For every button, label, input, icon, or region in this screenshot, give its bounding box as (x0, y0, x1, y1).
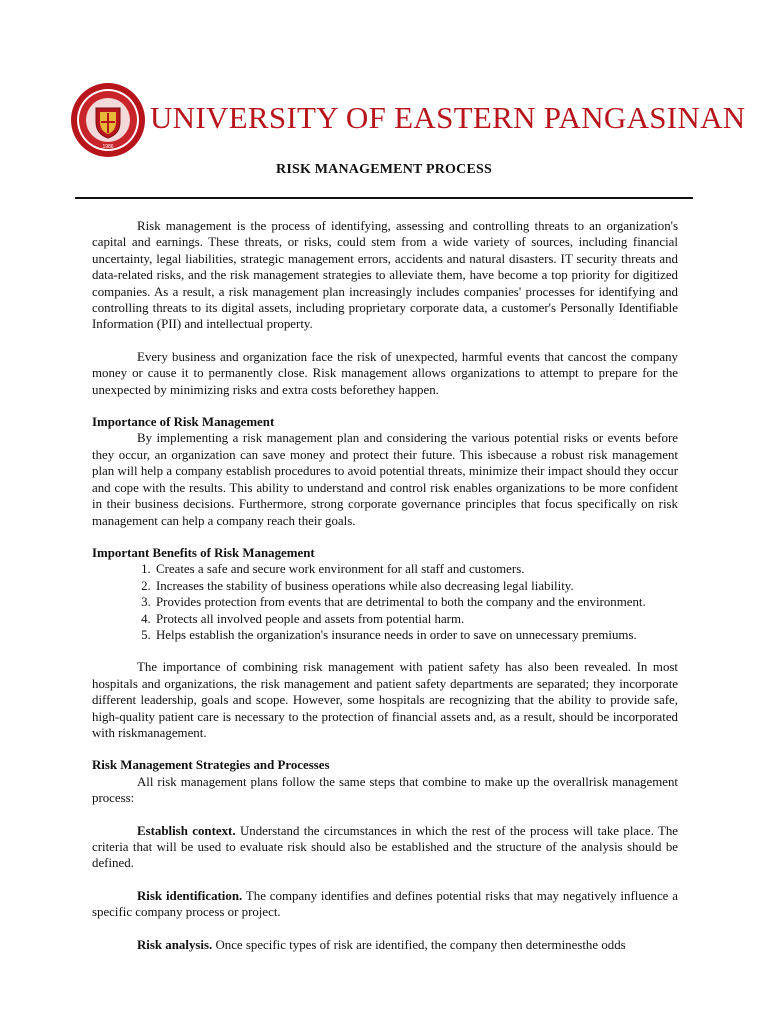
benefits-list (92, 561, 678, 643)
step-lead: Risk identification. (137, 888, 243, 903)
step-establish-context (92, 823, 678, 872)
benefits-heading: Important Benefits of Risk Management (92, 545, 315, 560)
step-risk-analysis (92, 937, 678, 953)
importance-paragraph: By implementing a risk management plan and considering the various potential risks or events before they occur, an organization can save money and protect their future. This isbecause a robust risk management plan will help a company establish procedures to avoid potential threats, minimize their impact should they occur and cope with the results. This ability to understand and control risk enables organizations to be more confident in their business decisions. Furthermore, strong corporate governance principles that focus specifically on risk management can help a company reach their goals. (92, 431, 678, 528)
importance-heading: Importance of Risk Management (92, 415, 275, 430)
step-text: The company identifies and defines potential risks that may negatively influence a specific company process or project. (92, 888, 678, 920)
step-text: Understand the circumstances in which the rest of the process will take place. The criteria that will be used to evaluate risk should also be established and the structure of the analysis should be defined. (92, 823, 678, 871)
list-item: 1. Creates a safe and secure work environment for all staff and customers. (154, 561, 678, 577)
list-item: 4. Protects all involved people and assets from potential harm. (154, 611, 678, 627)
document-body (92, 218, 678, 953)
step-lead: Risk analysis. (137, 937, 213, 952)
intro-paragraph-1: Risk management is the process of identifying, assessing and controlling threats to an organization's capital and earnings. These threats, or risks, could stem from a wide variety of sources, including financial uncertainty, legal liabilities, strategic management errors, accidents and natural disasters. IT security threats and data-related risks, and the risk management strategies to alleviate them, have become a top priority for digitized companies. As a result, a risk management plan increasingly includes companies' processes for identifying and controlling threats to its digital assets, including proprietary corporate data, a customer's Personally Identifiable Information (PII) and intellectual property. (92, 219, 678, 332)
seal-year: 1986 (102, 144, 114, 150)
strategies-paragraph: All risk management plans follow the same steps that combine to make up the overallrisk management process: (92, 774, 678, 806)
university-header (70, 82, 746, 162)
list-item: 3. Provides protection from events that are detrimental to both the company and the environment. (154, 594, 678, 610)
title-divider (75, 197, 693, 199)
intro-paragraph-2: Every business and organization face the risk of unexpected, harmful events that cancost the company money or cause it to permanently close. Risk management allows organizations to attempt to prepare for the unexpected by minimizing risks and extra costs beforethey happen. (92, 349, 678, 397)
university-seal-icon (70, 82, 146, 158)
step-lead: Establish context. (137, 823, 236, 838)
document-title: RISK MANAGEMENT PROCESS (276, 162, 492, 177)
list-item: 5. Helps establish the organization's insurance needs in order to save on unnecessary premiums. (154, 627, 678, 643)
patient-safety-paragraph: The importance of combining risk management with patient safety has also been revealed. In most hospitals and organizations, the risk management and patient safety departments are separated; they incorporate different leadership, goals and scope. However, some hospitals are recognizing that the ability to provide safe, high-quality patient care is necessary to the protection of financial assets and, as a result, should be incorporated with riskmanagement. (92, 660, 678, 740)
list-item: 2. Increases the stability of business operations while also decreasing legal liability. (154, 578, 678, 594)
strategies-heading: Risk Management Strategies and Processes (92, 758, 330, 773)
step-text: Once specific types of risk are identified, the company then determinesthe odds (212, 937, 626, 952)
step-risk-identification (92, 888, 678, 921)
university-name: UNIVERSITY OF EASTERN PANGASINAN (150, 100, 746, 135)
